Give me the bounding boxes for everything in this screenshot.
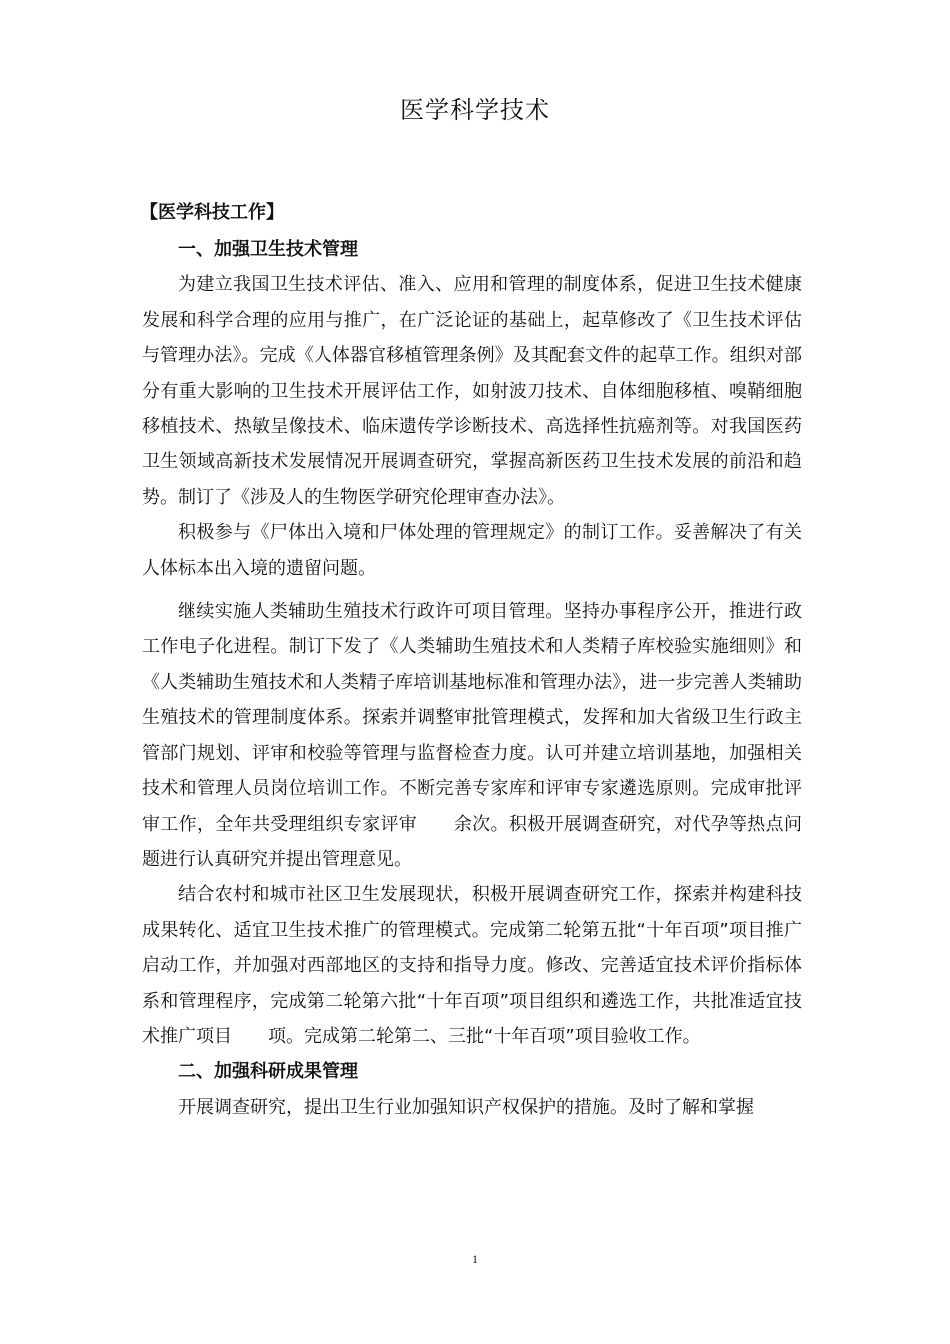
paragraph: 继续实施人类辅助生殖技术行政许可项目管理。坚持办事程序公开，推进行政工作电子化进程。制订下发了《人类辅助生殖技术和人类精子库校验实施细则》和《人类辅助生殖技术和人类精子库培训基地标准和管理办法》，进一步完善人类辅助生殖技术的管理制度体系。探索并调整审批管理模式，发挥和加大省级卫生行政主管部门规划、评审和校验等管理与监督检查力度。认可并建立培训基地，加强相关技术和管理人员岗位培训工作。不断完善专家库和评审专家遴选原则。完成审批评审工作，全年共受理组织专家评审 余次。积极开展调查研究，对代孕等热点问题进行认真研究并提出管理意见。 xyxy=(142,601,802,870)
page-number: 1 xyxy=(472,1252,478,1266)
paragraph: 开展调查研究，提出卫生行业加强知识产权保护的措施。及时了解和掌握 xyxy=(178,1096,754,1118)
section-heading: 【医学科技工作】 xyxy=(140,202,284,223)
paragraph: 积极参与《尸体出入境和尸体处理的管理规定》的制订工作。妥善解决了有关人体标本出入境的遗留问题。 xyxy=(142,522,802,579)
paragraph: 为建立我国卫生技术评估、准入、应用和管理的制度体系，促进卫生技术健康发展和科学合理的应用与推广，在广泛论证的基础上，起草修改了《卫生技术评估与管理办法》。完成《人体器官移植管理条例》及其配套文件的起草工作。组织对部分有重大影响的卫生技术开展评估工作，如射波刀技术、自体细胞移植、嗅鞘细胞移植技术、热敏呈像技术、临床遗传学诊断技术、高选择性抗癌剂等。对我国医药卫生领域高新技术发展情况开展调查研究，掌握高新医药卫生技术发展的前沿和趋势。制订了《涉及人的生物医学研究伦理审查办法》。 xyxy=(142,274,802,508)
subheading-technology-management: 一、加强卫生技术管理 xyxy=(178,239,358,260)
paragraph-gap xyxy=(142,586,802,594)
document-body xyxy=(142,232,802,1125)
subheading-research-results: 二、加强科研成果管理 xyxy=(178,1061,358,1083)
paragraph: 结合农村和城市社区卫生发展现状，积极开展调查研究工作，探索并构建科技成果转化、适宜卫生技术推广的管理模式。完成第二轮第五批“十年百项”项目推广启动工作，并加强对西部地区的支持和指导力度。修改、完善适宜技术评价指标体系和管理程序，完成第二轮第六批“十年百项”项目组织和遴选工作，共批准适宜技术推广项目 项。完成第二轮第二、三批“十年百项”项目验收工作。 xyxy=(142,884,802,1047)
document-title: 医学科学技术 xyxy=(400,96,550,124)
